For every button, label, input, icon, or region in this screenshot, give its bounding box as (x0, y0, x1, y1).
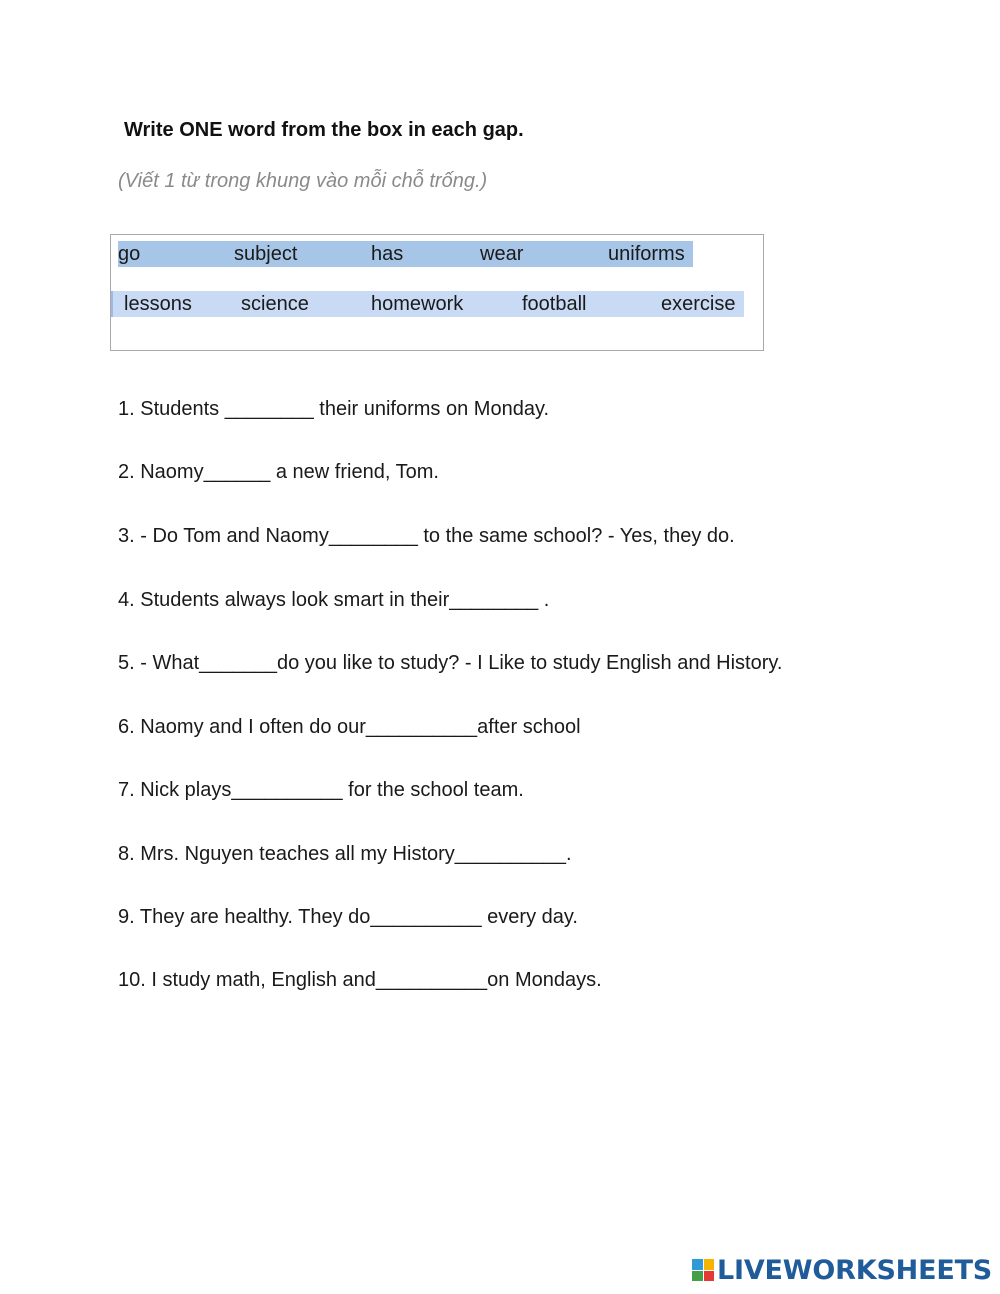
word-homework: homework (371, 293, 464, 315)
question-2: 2. Naomy______ a new friend, Tom. (118, 461, 439, 483)
question-9: 9. They are healthy. They do__________ every day. (118, 906, 578, 928)
word-exercise: exercise (661, 293, 736, 315)
instructions-subtitle: (Viết 1 từ trong khung vào mỗi chỗ trống.) (118, 170, 488, 192)
word-go: go (118, 243, 141, 265)
question-1: 1. Students ________ their uniforms on Monday. (118, 398, 550, 420)
question-5: 5. - What_______do you like to study? - I Like to study English and History. (118, 652, 783, 674)
word-wear: wear (480, 243, 524, 265)
word-has: has (371, 243, 404, 265)
word-football: football (522, 293, 587, 315)
word-box (110, 234, 764, 351)
word-lessons: lessons (124, 293, 192, 315)
word-uniforms: uniforms (608, 243, 685, 265)
question-3: 3. - Do Tom and Naomy________ to the same school? - Yes, they do. (118, 525, 735, 547)
question-7: 7. Nick plays__________ for the school team. (118, 779, 524, 801)
question-6: 6. Naomy and I often do our__________after school (118, 716, 581, 738)
liveworksheets-logo-icon (692, 1259, 714, 1281)
liveworksheets-logo (692, 1253, 992, 1287)
question-8: 8. Mrs. Nguyen teaches all my History__________. (118, 843, 572, 865)
question-4: 4. Students always look smart in their________ . (118, 589, 550, 611)
word-row-1-highlight (118, 241, 693, 267)
question-10: 10. I study math, English and__________on Mondays. (118, 969, 602, 991)
brand-name: LIVEWORKSHEETS (717, 1254, 993, 1286)
instructions-title: Write ONE word from the box in each gap. (124, 119, 524, 141)
word-subject: subject (234, 243, 298, 265)
word-science: science (241, 293, 309, 315)
